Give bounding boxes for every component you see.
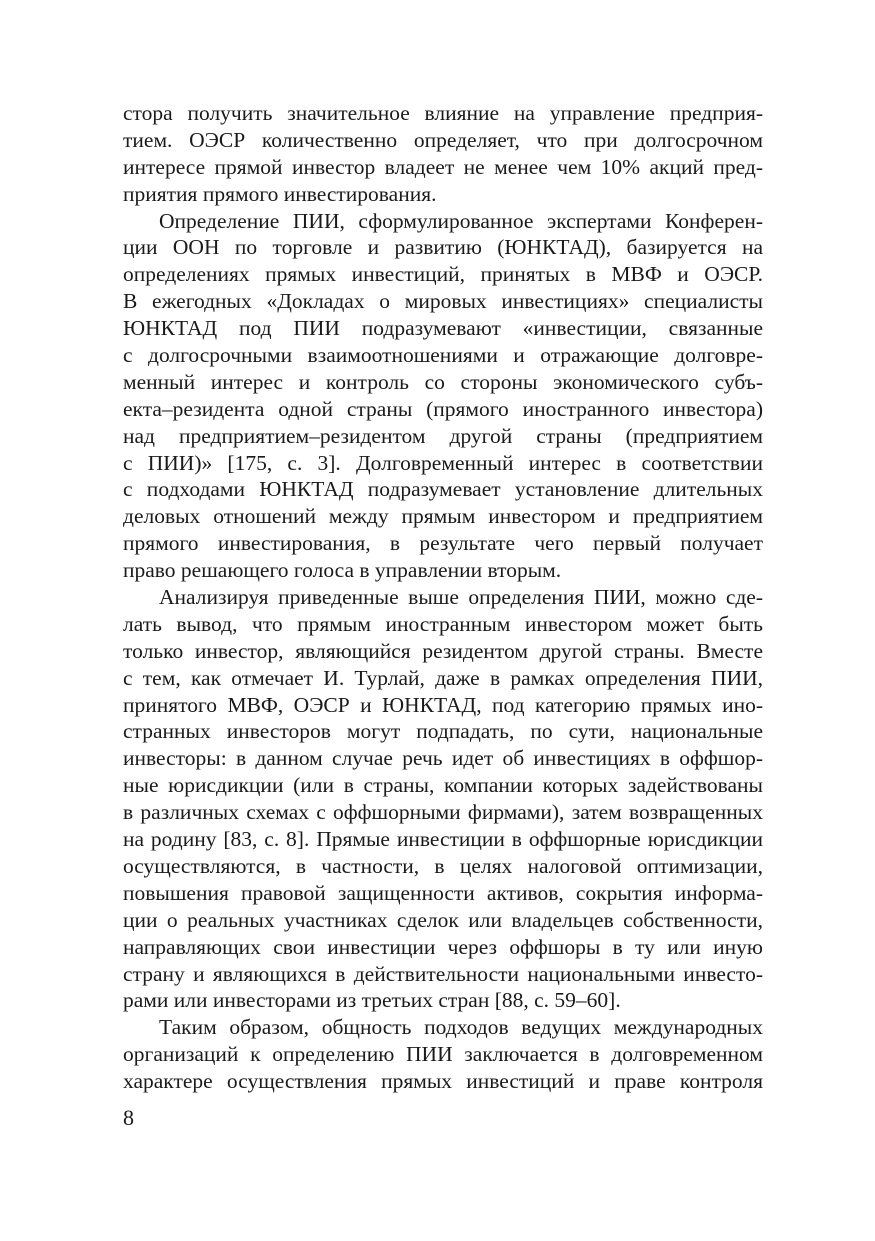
text-line: ции о реальных участниках сделок или владельцев собственности, (123, 907, 763, 932)
text-line: Таким образом, общность подходов ведущих международных (159, 1015, 763, 1040)
text-line: только инвестор, являющийся резидентом другой страны. Вместе (123, 638, 763, 663)
text-line: Анализируя приведенные выше определения ПИИ, можно сде- (159, 585, 763, 610)
text-line: тием. ОЭСР количественно определяет, что при долгосрочном (123, 127, 763, 152)
page-number: 8 (123, 1105, 134, 1130)
paragraph (123, 1014, 763, 1095)
body-text (123, 100, 763, 1095)
text-line: менный интерес и контроль со стороны экономического субъ- (123, 369, 763, 394)
text-line: определениях прямых инвестиций, принятых в МВФ и ОЭСР. (123, 262, 763, 287)
text-line: с ПИИ)» [175, с. 3]. Долговременный интерес в соответствии (123, 450, 763, 475)
text-line: екта–резидента одной страны (прямого иностранного инвестора) (123, 396, 763, 421)
text-line: рами или инвесторами из третьих стран [88, с. 59–60]. (123, 988, 621, 1013)
text-line: деловых отношений между прямым инвестором и предприятием (123, 504, 763, 529)
text-line: с подходами ЮНКТАД подразумевает установление длительных (123, 477, 763, 502)
text-line: ные юрисдикции (или в страны, компании которых задействованы (123, 773, 763, 798)
paragraph (123, 208, 763, 584)
text-line: Определение ПИИ, сформулированное экспертами Конферен- (159, 208, 763, 233)
text-line: характере осуществления прямых инвестиций и праве контроля (123, 1069, 763, 1094)
text-line: с тем, как отмечает И. Турлай, даже в рамках определения ПИИ, (123, 665, 763, 690)
text-line: приятия прямого инвестирования. (123, 181, 437, 206)
text-line: стора получить значительное влияние на управление предприя- (123, 101, 763, 125)
text-line: ции ООН по торговле и развитию (ЮНКТАД), базируется на (123, 235, 763, 260)
text-line: ЮНКТАД под ПИИ подразумевают «инвестиции, связанные (123, 316, 763, 341)
paragraph (123, 100, 763, 208)
text-line: В ежегодных «Докладах о мировых инвестициях» специалисты (123, 289, 763, 314)
text-line: прямого инвестирования, в результате чего первый получает (123, 531, 763, 556)
text-line: осуществляются, в частности, в целях налоговой оптимизации, (123, 853, 763, 878)
text-line: на родину [83, с. 8]. Прямые инвестиции в оффшорные юрисдикции (123, 827, 763, 852)
text-line: инвесторы: в данном случае речь идет об инвестициях в оффшор- (123, 746, 763, 771)
text-line: с долгосрочными взаимоотношениями и отражающие долговре- (123, 343, 763, 368)
text-line: интересе прямой инвестор владеет не менее чем 10% акций пред- (123, 154, 763, 179)
text-line: направляющих свои инвестиции через оффшоры в ту или иную (123, 934, 763, 959)
text-line: странных инвесторов могут подпадать, по сути, национальные (123, 719, 763, 744)
paragraph (123, 584, 763, 1014)
text-line: над предприятием–резидентом другой страны (предприятием (123, 423, 763, 448)
text-line: принятого МВФ, ОЭСР и ЮНКТАД, под категорию прямых ино- (123, 692, 763, 717)
text-line: в различных схемах с оффшорными фирмами), затем возвращенных (123, 800, 763, 825)
text-line: лать вывод, что прямым иностранным инвестором может быть (123, 611, 763, 636)
text-line: организаций к определению ПИИ заключается в долговременном (123, 1042, 763, 1067)
text-line: повышения правовой защищенности активов, сокрытия информа- (123, 880, 763, 905)
text-line: страну и являющихся в действительности национальными инвесто- (123, 961, 763, 986)
text-line: право решающего голоса в управлении вторым. (123, 558, 562, 583)
